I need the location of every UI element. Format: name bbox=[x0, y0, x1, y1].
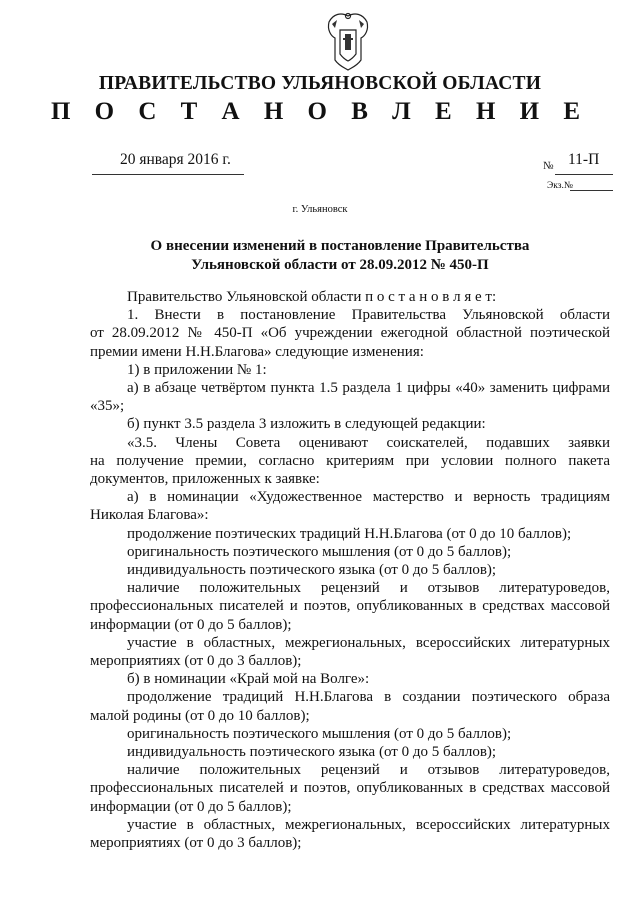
text-line: продолжение традиций Н.Н.Благова в создании поэтического образа bbox=[127, 689, 610, 706]
document-number: 11-П bbox=[568, 151, 600, 168]
number-underline bbox=[555, 174, 613, 175]
subject-line: О внесении изменений в постановление Правительства bbox=[150, 238, 530, 254]
coat-of-arms-icon bbox=[323, 10, 373, 72]
text-line: профессиональных писателей и поэтов, опубликованных в средствах массовой bbox=[90, 780, 610, 797]
text-line: индивидуальность поэтического языка (от 0 до 5 баллов); bbox=[127, 744, 497, 761]
text-line: оригинальность поэтического мышления (от 0 до 5 баллов); bbox=[127, 543, 512, 560]
text-line: «3.5. Члены Совета оценивают соискателей, подавших заявки bbox=[127, 434, 610, 451]
document-date: 20 января 2016 г. bbox=[120, 151, 231, 168]
text-line: оригинальность поэтического мышления (от 0 до 5 баллов); bbox=[127, 725, 512, 742]
text-line: премии имени Н.Н.Благова» следующие изменения: bbox=[90, 343, 424, 360]
document-body bbox=[90, 288, 610, 852]
text-line: от 28.09.2012 № 450-П «Об учреждении ежегодной областной поэтической bbox=[90, 325, 610, 342]
date-underline bbox=[92, 174, 244, 175]
text-line: б) в номинации «Край мой на Волге»: bbox=[127, 671, 370, 688]
text-line: а) в абзаце четвёртом пункта 1.5 раздела 1 цифры «40» заменить цифрами bbox=[127, 380, 610, 397]
text-line: Правительство Ульяновской области п о с т а н о в л я е т: bbox=[127, 289, 497, 305]
city: г. Ульяновск bbox=[292, 204, 348, 215]
copy-underline bbox=[570, 190, 613, 191]
text-line: наличие положительных рецензий и отзывов литературоведов, bbox=[127, 762, 610, 779]
text-line: участие в областных, межрегиональных, всероссийских литературных bbox=[127, 816, 610, 833]
text-line: информации (от 0 до 5 баллов); bbox=[90, 798, 292, 815]
text-line: профессиональных писателей и поэтов, опубликованных в средствах массовой bbox=[90, 598, 610, 615]
text-line: б) пункт 3.5 раздела 3 изложить в следующей редакции: bbox=[127, 416, 486, 433]
copy-label: Экз.№ bbox=[547, 181, 573, 191]
text-line: документов, приложенных к заявке: bbox=[90, 471, 320, 488]
text-line: 1) в приложении № 1: bbox=[127, 361, 267, 378]
text-line: продолжение поэтических традиций Н.Н.Благова (от 0 до 10 баллов); bbox=[127, 525, 572, 542]
text-line: мероприятиях (от 0 до 3 баллов); bbox=[90, 653, 302, 670]
document-type: П О С Т А Н О В Л Е Н И Е bbox=[50, 98, 590, 125]
text-line: мероприятиях (от 0 до 3 баллов); bbox=[90, 835, 302, 852]
document-subject bbox=[140, 237, 540, 275]
text-line: наличие положительных рецензий и отзывов литературоведов, bbox=[127, 580, 610, 597]
text-line: а) в номинации «Художественное мастерство и верность традициям bbox=[127, 489, 610, 506]
text-line: 1. Внести в постановление Правительства Ульяновской области bbox=[127, 307, 610, 324]
number-sign: № bbox=[543, 160, 554, 172]
subject-line: Ульяновской области от 28.09.2012 № 450-П bbox=[191, 257, 489, 273]
text-line: «35»; bbox=[90, 398, 125, 415]
text-line: информации (от 0 до 5 баллов); bbox=[90, 616, 292, 633]
text-line: участие в областных, межрегиональных, всероссийских литературных bbox=[127, 634, 610, 651]
text-line: малой родины (от 0 до 10 баллов); bbox=[90, 707, 310, 724]
government-name: ПРАВИТЕЛЬСТВО УЛЬЯНОВСКОЙ ОБЛАСТИ bbox=[98, 73, 542, 94]
text-line: индивидуальность поэтического языка (от 0 до 5 баллов); bbox=[127, 562, 497, 579]
text-line: Николая Благова»: bbox=[90, 507, 209, 524]
text-line: на получение премии, согласно критериям при условии полного пакета bbox=[90, 452, 610, 469]
